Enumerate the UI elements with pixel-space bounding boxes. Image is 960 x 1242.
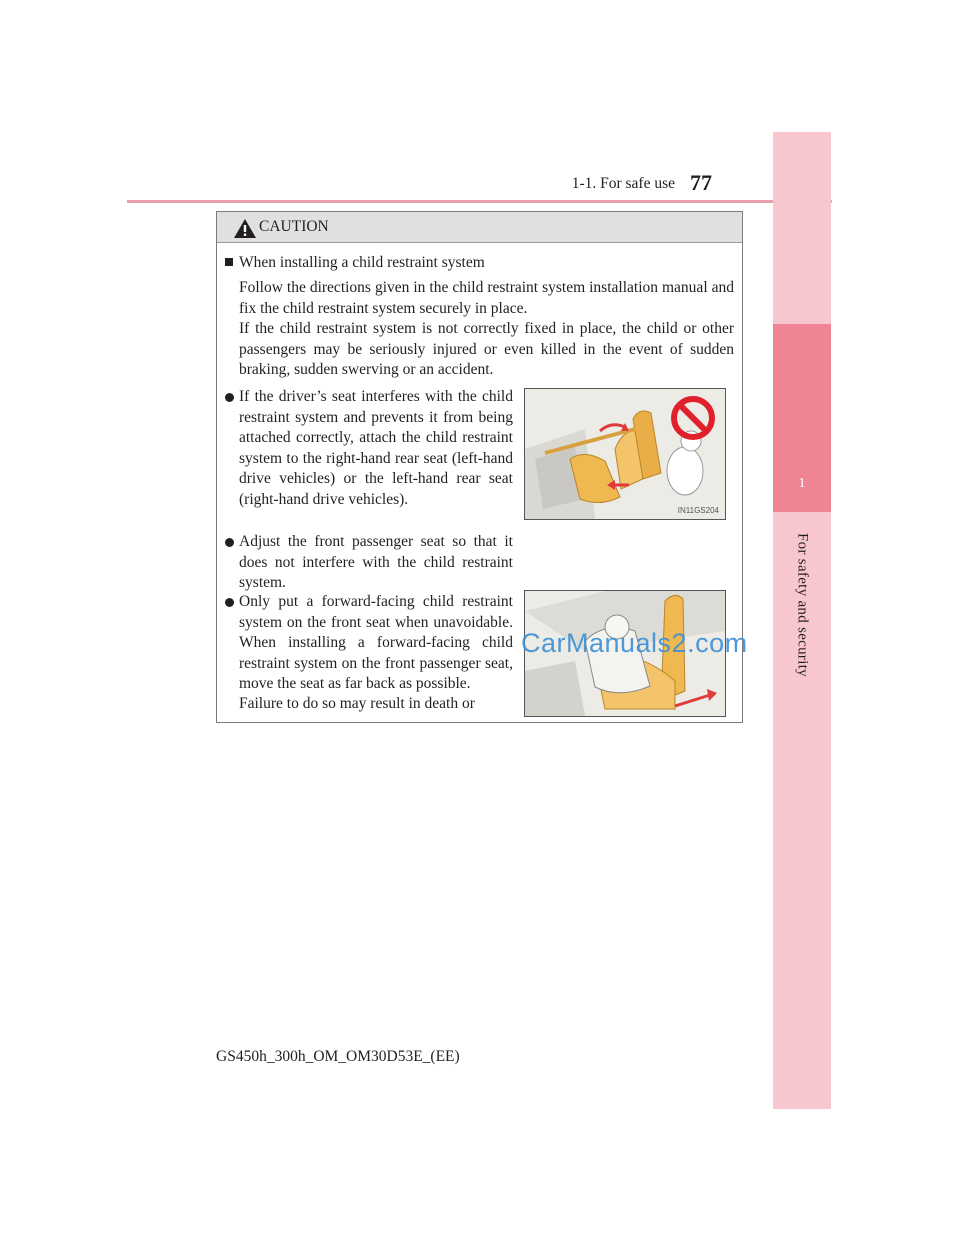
illustration-driver-seat-interference — [524, 388, 726, 520]
figure-code: IN11GS204 — [677, 506, 719, 515]
bullet-item — [225, 387, 513, 511]
bullet-item — [225, 592, 513, 695]
chapter-side-tab — [773, 132, 831, 1109]
caution-paragraphs — [239, 278, 734, 381]
bullet-text: Failure to do so may result in death or — [239, 695, 475, 712]
caution-subheading — [225, 254, 485, 272]
bullet-item — [225, 532, 513, 594]
bullet-text: If the driver’s seat interferes with the child restraint system and prevents it from being attached correctly, attach the child restraint system to the right-hand rear seat (left-hand drive vehicles) or the left-hand rear seat (right-hand drive vehicles). — [239, 388, 513, 508]
chapter-number-block — [773, 324, 831, 512]
prohibited-icon — [670, 395, 716, 441]
header-section-title: 1-1. For safe use — [571, 175, 675, 192]
square-bullet-icon — [225, 258, 233, 266]
bullet-dot-icon — [225, 393, 234, 402]
bullet-text: Adjust the front passenger seat so that it does not interfere with the child restraint system. — [239, 533, 513, 592]
chapter-number: 1 — [798, 476, 806, 491]
bullet-text: Only put a forward-facing child restraint system on the front seat when unavoidable. When installing a forward-facing child restraint system on the front passenger seat, move the seat as far back as possible. — [239, 593, 513, 693]
caution-subheading-text: When installing a child restraint system — [239, 254, 485, 271]
caution-title: CAUTION — [259, 218, 329, 235]
caution-paragraph: Follow the directions given in the child restraint system installation manual and fix the child restraint system securely in place. — [239, 279, 734, 317]
caution-header — [217, 212, 742, 243]
warning-triangle-icon — [233, 218, 257, 239]
bullet-item-cutoff — [225, 694, 513, 715]
page-number: 77 — [690, 170, 712, 195]
chapter-title: For safety and security — [794, 533, 811, 677]
watermark: CarManuals2.com — [521, 628, 748, 658]
bullet-dot-icon — [225, 598, 234, 607]
footer-document-code: GS450h_300h_OM_OM30D53E_(EE) — [216, 1048, 460, 1065]
header-rule — [127, 200, 832, 203]
caution-paragraph: If the child restraint system is not correctly fixed in place, the child or other passengers may be seriously injured or even killed in the event of sudden braking, sudden swerving or an accident. — [239, 320, 734, 379]
bullet-dot-icon — [225, 538, 234, 547]
